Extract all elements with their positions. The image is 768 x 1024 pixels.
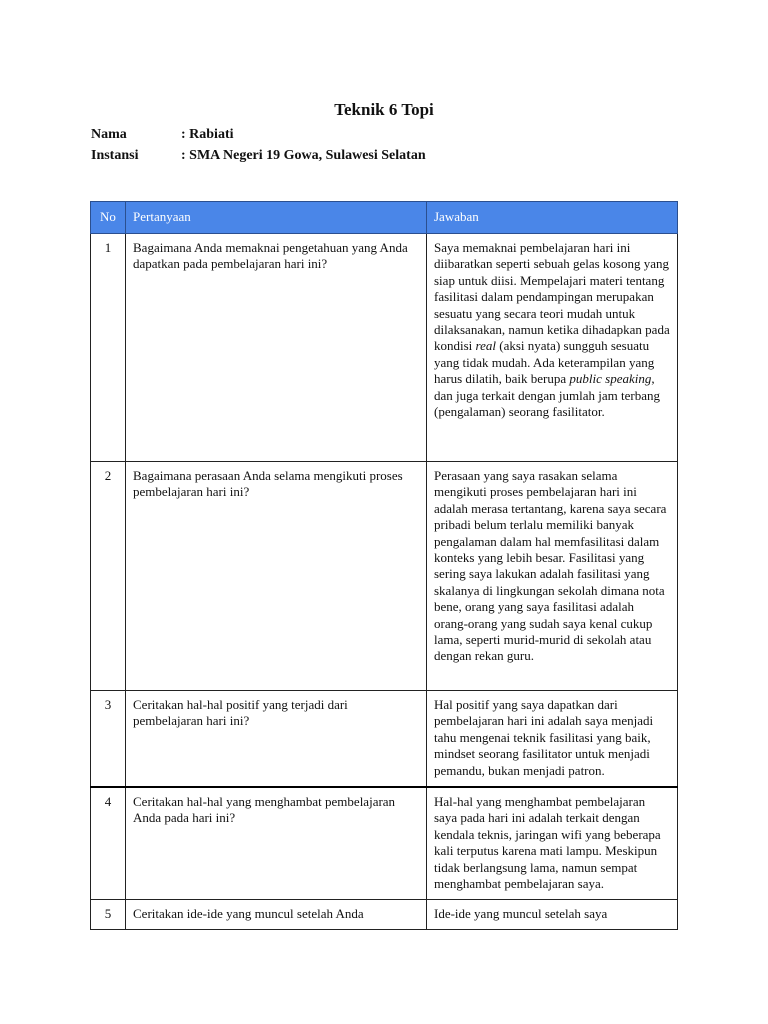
answer-cell: Ide-ide yang muncul setelah saya — [427, 900, 678, 930]
row-number: 2 — [91, 462, 126, 691]
question-cell: Ceritakan hal-hal positif yang terjadi dari pembelajaran hari ini? — [126, 691, 427, 788]
table-row — [91, 900, 678, 930]
table-row — [91, 462, 678, 691]
header-answer: Jawaban — [427, 202, 678, 234]
reflection-table — [90, 201, 678, 930]
answer-cell: Hal positif yang saya dapatkan dari pembelajaran hari ini adalah saya menjadi tahu mengenai teknik fasilitasi yang baik, mindset seorang fasilitator untuk menjadi pemandu, bukan menjadi patron. — [427, 691, 678, 788]
meta-value-institution: : SMA Negeri 19 Gowa, Sulawesi Selatan — [181, 148, 426, 163]
meta-label-institution: Instansi — [91, 148, 139, 163]
document-meta — [91, 124, 426, 166]
answer-text-part: Saya memaknai pembelajaran hari ini diibaratkan seperti sebuah gelas kosong yang siap untuk diisi. Mempelajari materi tentang fasilitasi dalam pendampingan merupakan sesuatu yang secara teori mudah untuk dilaksanakan, namun ketika dihadapkan pada kondisi — [434, 240, 670, 354]
row-number: 5 — [91, 900, 126, 930]
header-no: No — [91, 202, 126, 234]
answer-italic-term: real — [475, 338, 497, 354]
question-cell: Bagaimana perasaan Anda selama mengikuti proses pembelajaran hari ini? — [126, 462, 427, 691]
meta-row-institution — [91, 145, 426, 166]
meta-label-name: Nama — [91, 127, 127, 142]
document-title: Teknik 6 Topi — [334, 100, 434, 119]
question-cell: Ceritakan ide-ide yang muncul setelah Anda — [126, 900, 427, 930]
answer-text-part: (aksi nyata) sungguh sesuatu yang tidak mudah. Ada keterampilan yang harus dilatih, baik berupa — [434, 338, 655, 387]
answer-italic-term: public speaking — [569, 371, 652, 387]
table-row — [91, 234, 678, 462]
table-row — [91, 691, 678, 788]
question-cell: Bagaimana Anda memaknai pengetahuan yang Anda dapatkan pada pembelajaran hari ini? — [126, 234, 427, 462]
table-row — [91, 787, 678, 900]
question-cell: Ceritakan hal-hal yang menghambat pembelajaran Anda pada hari ini? — [126, 787, 427, 900]
answer-cell: Perasaan yang saya rasakan selama mengikuti proses pembelajaran hari ini adalah merasa tertantang, karena saya secara pribadi belum terlalu memiliki banyak pengalaman dalam hal memfasilitasi dalam konteks yang lebih besar. Fasilitasi yang sering saya lakukan adalah fasilitasi yang skalanya di lingkungan sekolah dimana nota bene, orang yang saya fasilitasi adalah orang-orang yang sudah saya kenal cukup lama, seperti murid-murid di sekolah atau dengan rekan guru. — [427, 462, 678, 691]
row-number: 3 — [91, 691, 126, 788]
row-number: 1 — [91, 234, 126, 462]
row-number: 4 — [91, 787, 126, 900]
table-header-row — [91, 202, 678, 234]
meta-row-name — [91, 124, 426, 145]
answer-cell — [427, 234, 678, 462]
header-question: Pertanyaan — [126, 202, 427, 234]
answer-text-part: , dan juga terkait dengan jumlah jam terbang (pengalaman) seorang fasilitator. — [434, 371, 660, 420]
answer-cell: Hal-hal yang menghambat pembelajaran saya pada hari ini adalah terkait dengan kendala teknis, jaringan wifi yang beberapa kali terputus karena mati lampu. Meskipun tidak berlangsung lama, namun sempat menghambat pembelajaran saya. — [427, 787, 678, 900]
meta-value-name: : Rabiati — [181, 127, 234, 142]
